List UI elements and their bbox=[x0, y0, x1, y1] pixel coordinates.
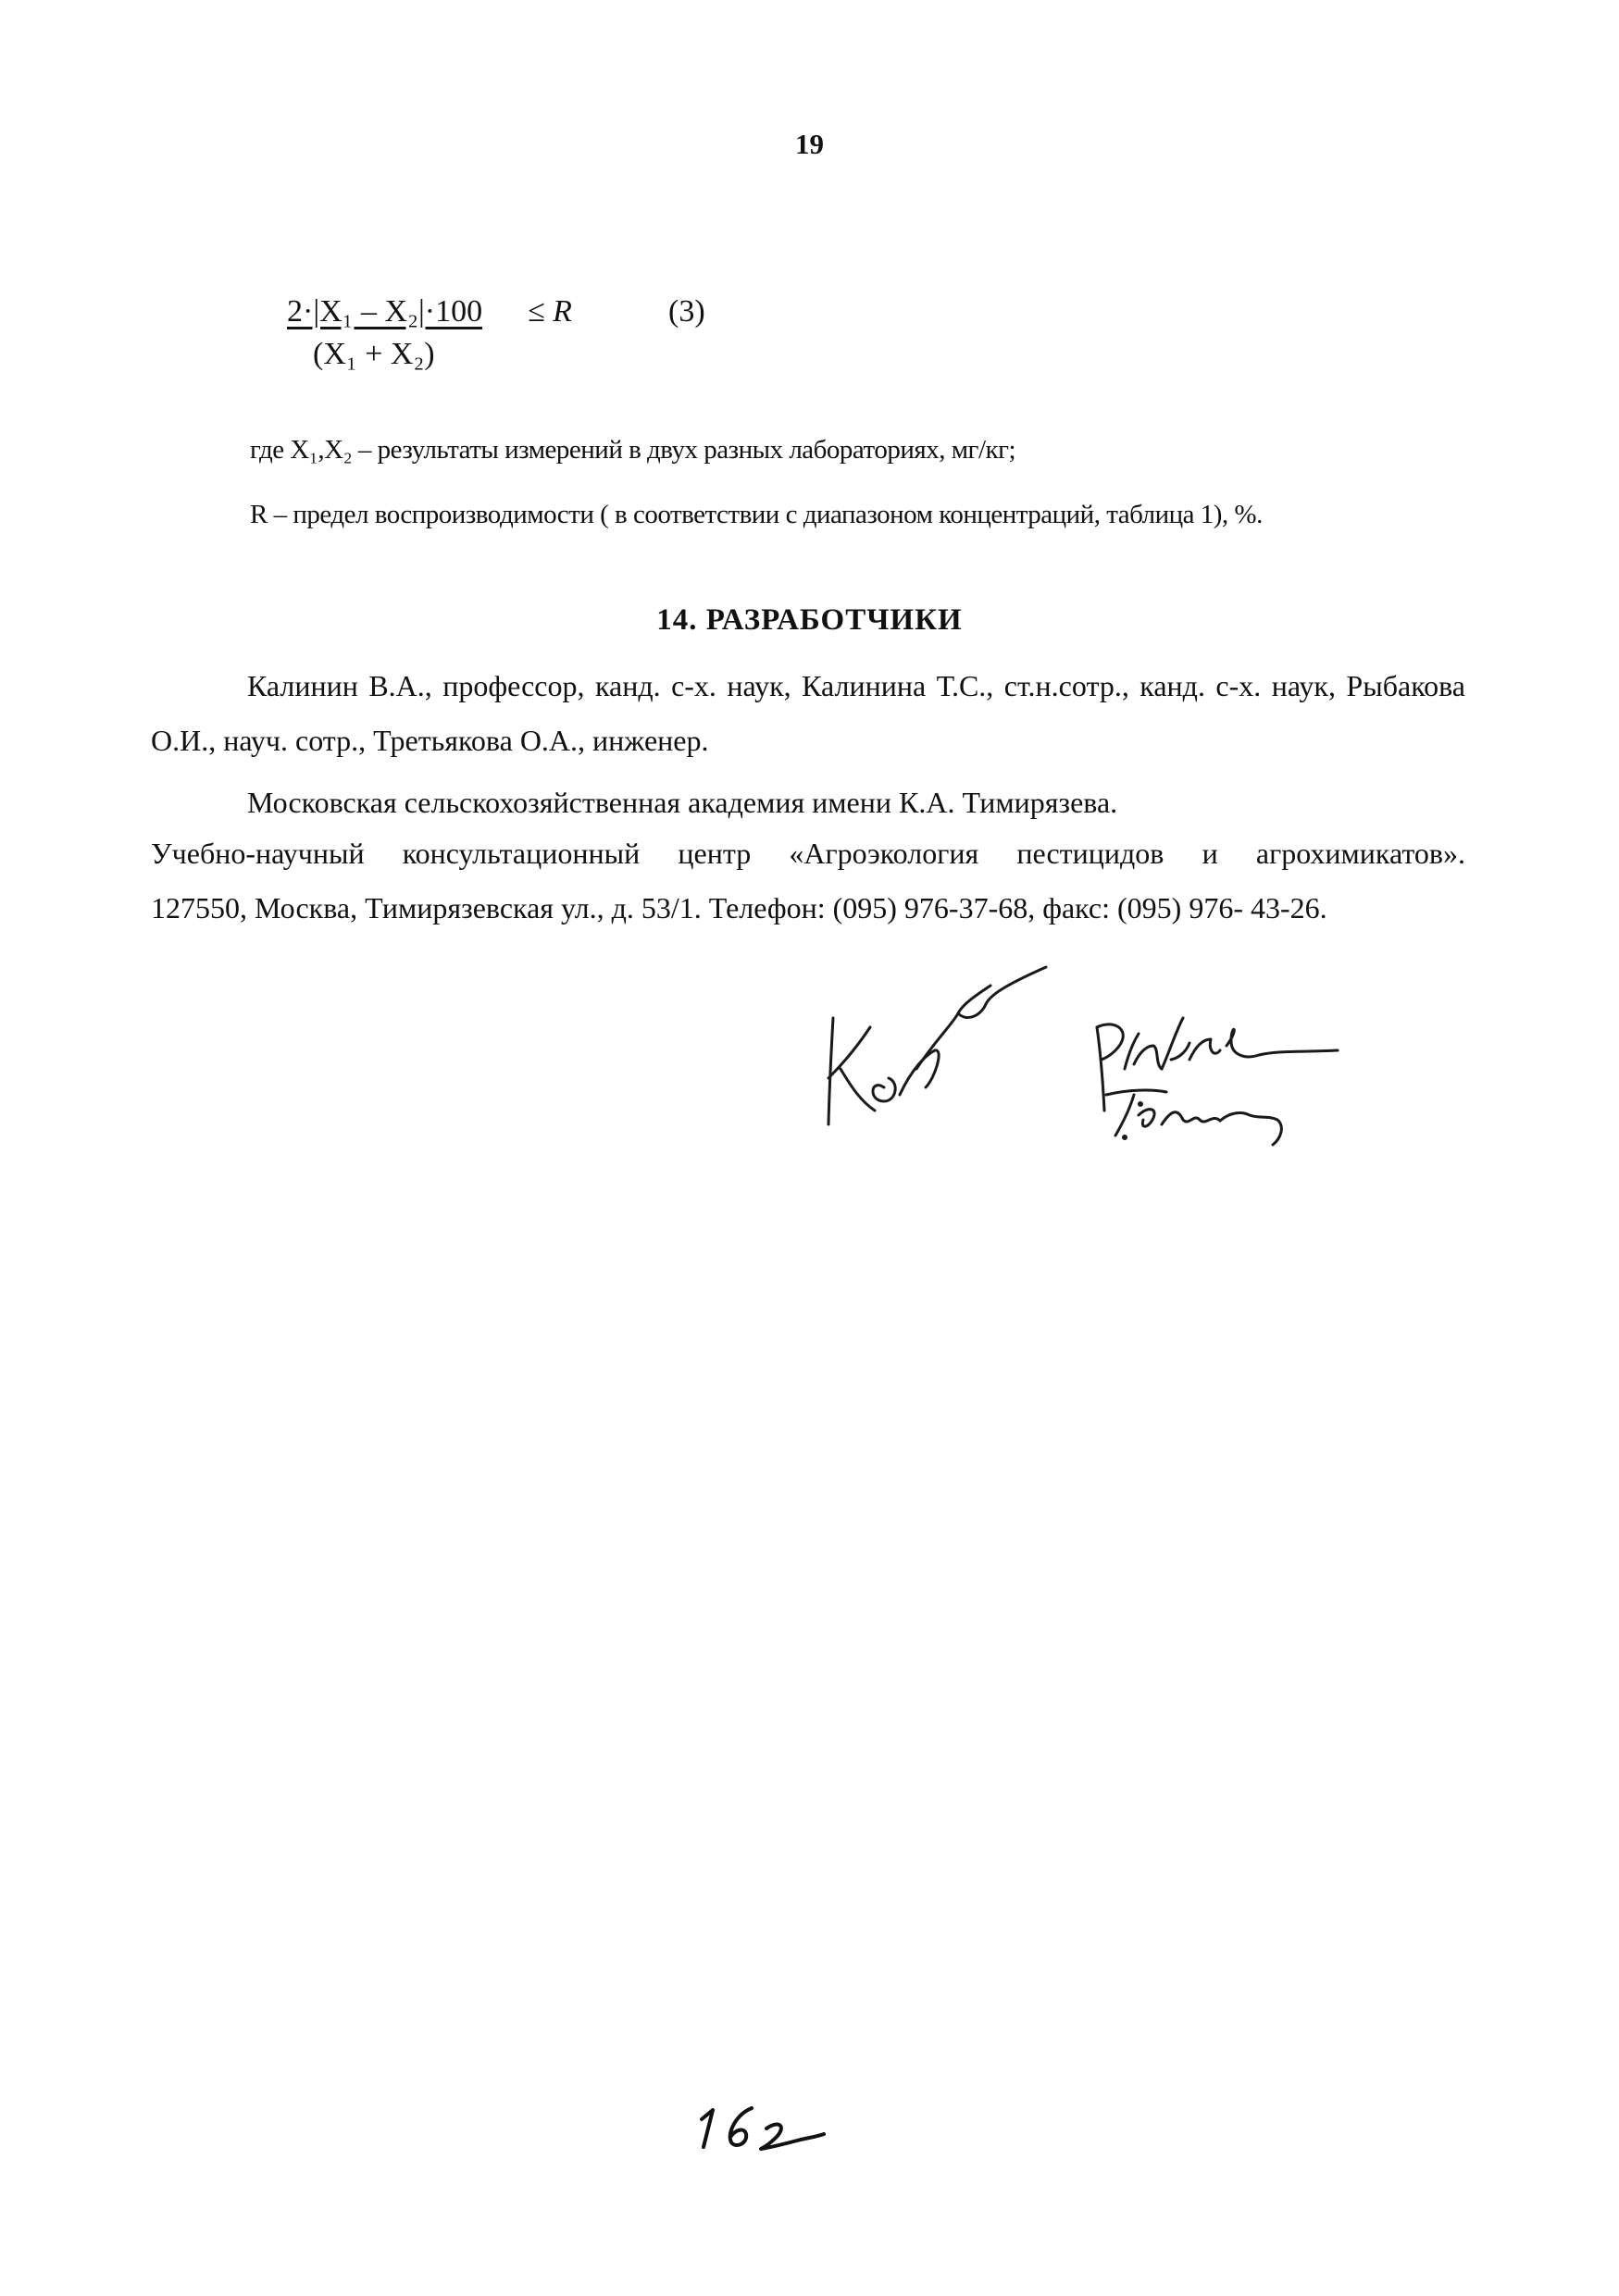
center-paragraph: Учебно-научный консультационный центр «Агроэкология пестицидов и агрохимикатов». bbox=[151, 837, 1465, 870]
developers-paragraph: Калинин В.А., профессор, канд. с-х. наук, Калинина Т.С., ст.н.сотр., канд. с-х. наук, Рыбакова О.И., науч. сотр., Третьякова О.А., инженер. bbox=[151, 669, 1465, 757]
equation-number: (3) bbox=[668, 294, 705, 329]
formula-variable-definition: где X₁,X₂ – результаты измерений в двух разных лабораториях, мг/кг; bbox=[250, 435, 1016, 465]
formula-denominator: (X₁ + X₂) bbox=[313, 337, 435, 371]
address-paragraph: 127550, Москва, Тимирязевская ул., д. 53/1. Телефон: (095) 976-37-68, факс: (095) 976- 43-26. bbox=[151, 891, 1327, 925]
formula-relation: ≤ R bbox=[528, 294, 572, 329]
page-number: 19 bbox=[795, 128, 824, 160]
formula-numerator: 2·|X₁ – X₂|·100 bbox=[287, 294, 483, 329]
formula-variable-definition: R – предел воспроизводимости ( в соответствии с диапазоном концентраций, таблица 1), %. bbox=[250, 500, 1263, 529]
section-heading: 14. РАЗРАБОТЧИКИ bbox=[656, 603, 963, 637]
handwritten-page-folio bbox=[685, 2082, 833, 2156]
handwritten-signatures bbox=[796, 930, 1370, 1171]
institution-paragraph: Московская сельскохозяйственная академия имени К.А. Тимирязева. bbox=[247, 786, 1118, 819]
reproducibility-formula bbox=[278, 294, 833, 396]
